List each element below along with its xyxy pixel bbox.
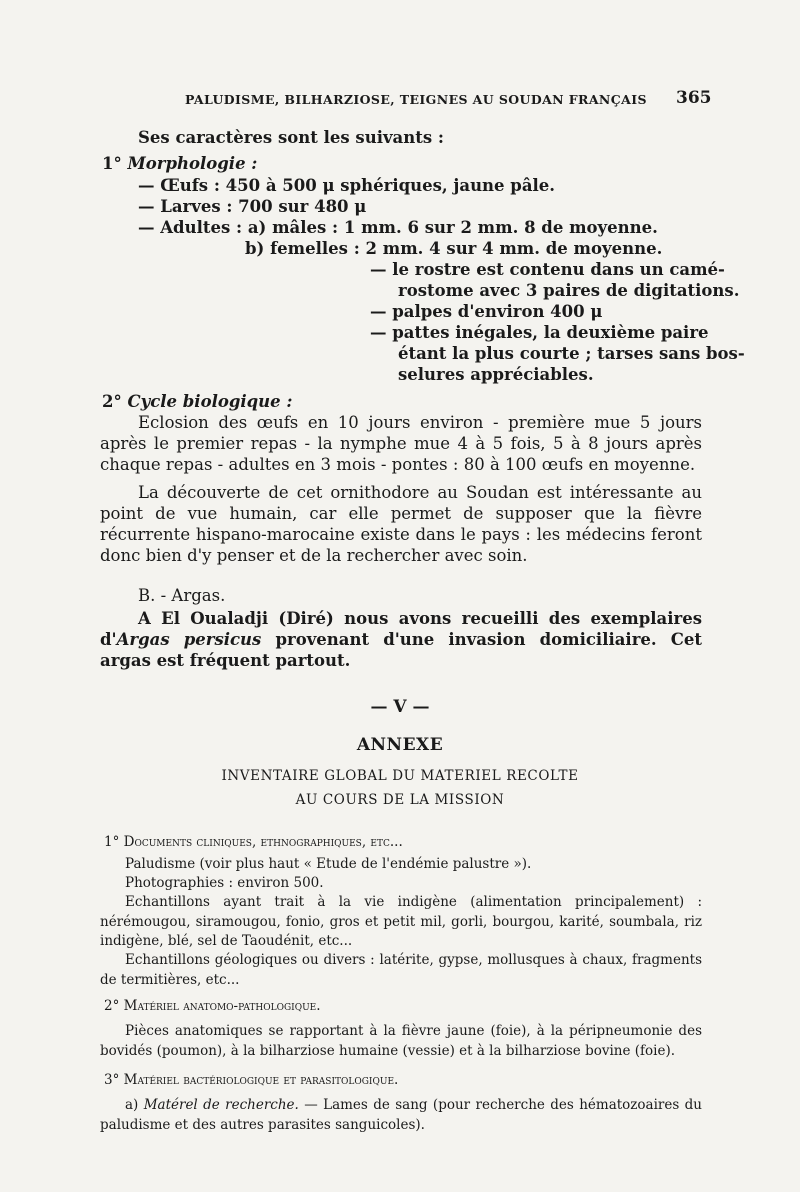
cycle-heading (102, 392, 293, 411)
eggs-line: — Œufs : 450 à 500 μ sphériques, jaune pâle. (138, 176, 556, 195)
morphology-title: Morphologie : (127, 154, 258, 173)
adults-line: — Adultes : a) mâles : 1 mm. 6 sur 2 mm. 8 de moyenne. (138, 218, 658, 237)
larvae-line: — Larves : 700 sur 480 μ (138, 197, 367, 216)
research-material-label: a) (125, 1097, 144, 1113)
cycle-title: Cycle biologique : (127, 392, 293, 411)
argas-text-end: provenant d'une invasion domiciliaire. Cet argas est fréquent partout. (100, 630, 703, 670)
documents-heading: 1° Documents cliniques, ethnographiques, etc... (104, 834, 403, 850)
legs-line-1: — pattes inégales, la deuxième paire (370, 323, 709, 342)
research-material-text: — Lames de sang (pour recherche des hématozoaires du paludisme et des autres parasites sanguicoles). (100, 1097, 702, 1133)
annexe-subtitle-1: INVENTAIRE GLOBAL DU MATERIEL RECOLTE (221, 768, 579, 784)
photographs-line: Photographies : environ 500. (125, 875, 324, 891)
morphology-number: 1° (102, 154, 122, 173)
research-material-title: Matérel de recherche. (143, 1097, 299, 1113)
samples-life-paragraph: Echantillons ayant trait à la vie indigène (alimentation principalement) : nérémougou, siramougou, fonio, gros et petit mil, gorli, bourgou, karité, soumbala, riz indigène, blé, sel de Taoudénit, etc... (100, 894, 702, 949)
research-material-paragraph (100, 1096, 702, 1135)
rostrum-line-2: rostome avec 3 paires de digitations. (398, 281, 740, 300)
rostrum-line-1: — le rostre est contenu dans un camé- (370, 260, 725, 279)
argas-species: Argas persicus (116, 630, 262, 649)
morphology-heading (102, 154, 257, 173)
palps-line: — palpes d'environ 400 μ (370, 302, 603, 321)
anatomical-pieces-paragraph: Pièces anatomiques se rapportant à la fièvre jaune (foie), à la péripneumonie des bovidés (poumon), à la bilharziose humaine (vessie) et à la bilharziose bovine (foie). (100, 1023, 702, 1059)
section-mark: — V — (370, 697, 430, 717)
paludisme-line: Paludisme (voir plus haut « Etude de l'endémie palustre »). (125, 856, 532, 872)
annexe-title: ANNEXE (356, 735, 444, 755)
intro-line: Ses caractères sont les suivants : (138, 128, 444, 147)
samples-geology-paragraph: Echantillons géologiques ou divers : latérite, gypse, mollusques à chaux, fragments de termitières, etc... (100, 952, 702, 988)
cycle-number: 2° (102, 392, 122, 411)
bacteriology-heading: 3° Matériel bactériologique et parasitologique. (104, 1072, 399, 1088)
argas-paragraph (100, 608, 702, 671)
legs-line-3: selures appréciables. (398, 365, 594, 384)
discovery-paragraph: La découverte de cet ornithodore au Soudan est intéressante au point de vue humain, car elle permet de supposer que la fièvre récurrente hispano-marocaine existe dans le pays : les médecins feront donc bien d'y penser et de la rechercher avec soin. (100, 483, 702, 565)
annexe-subtitle-2: AU COURS DE LA MISSION (295, 792, 505, 808)
argas-text-start: A El Oualadji (Diré) nous avons recueilli des exemplaires d' (100, 609, 702, 649)
legs-line-2: étant la plus courte ; tarses sans bos- (398, 344, 745, 363)
females-line: b) femelles : 2 mm. 4 sur 4 mm. de moyenne. (245, 239, 663, 258)
argas-heading: B. - Argas. (138, 586, 226, 605)
cycle-paragraph: Eclosion des œufs en 10 jours environ - première mue 5 jours après le premier repas - la nymphe mue 4 à 5 fois, 5 à 8 jours après chaque repas - adultes en 3 mois - pontes : 80 à 100 œufs en moyenne. (100, 413, 702, 474)
anatomo-heading: 2° Matériel anatomo-pathologique. (104, 998, 321, 1014)
running-header: PALUDISME, BILHARZIOSE, TEIGNES AU SOUDAN FRANÇAIS (185, 92, 647, 107)
page-number: 365 (676, 88, 712, 108)
